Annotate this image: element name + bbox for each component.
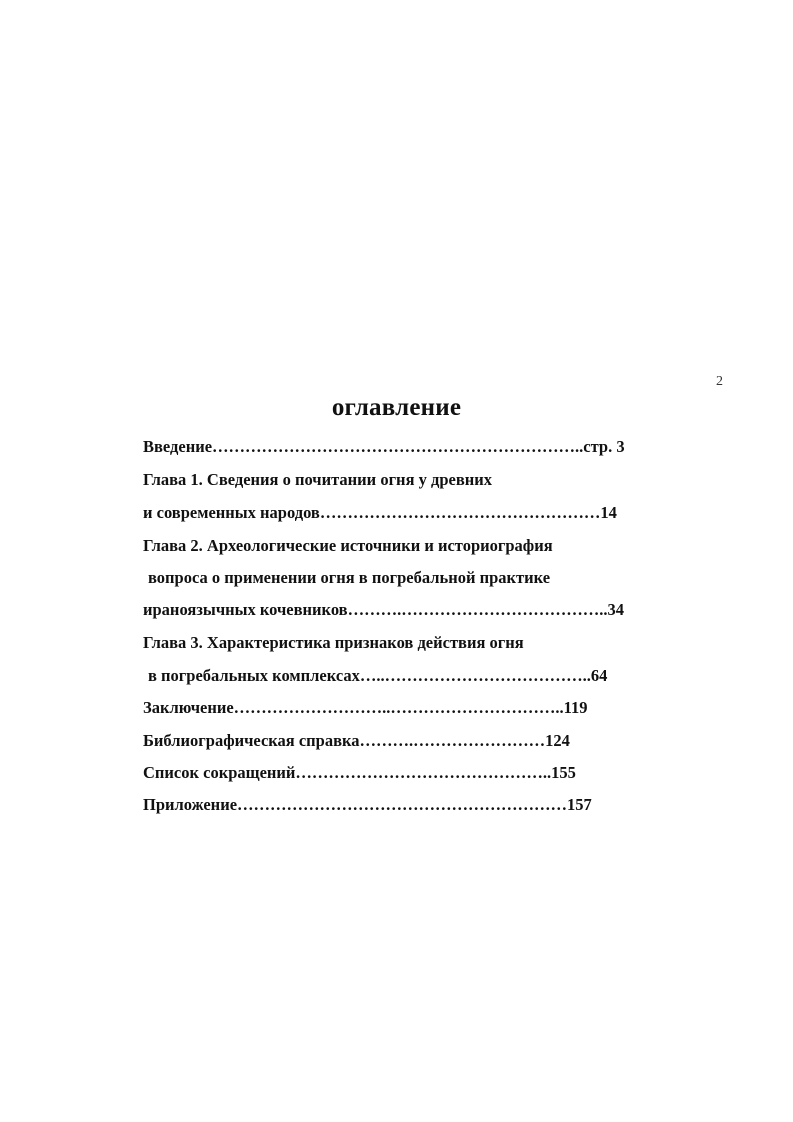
toc-entry-chapter-3-line-2: в погребальных комплексах…..………………………………..64 bbox=[148, 666, 608, 685]
toc-entry-introduction: Введение…………………………………………………………..стр. 3 bbox=[143, 437, 625, 456]
toc-entry-chapter-1-line-2: и современных народов……………………………………………14 bbox=[143, 503, 617, 522]
toc-title: оглавление bbox=[331, 394, 462, 421]
toc-entry-chapter-1-line-1: Глава 1. Сведения о почитании огня у древних bbox=[143, 470, 493, 489]
toc-entry-chapter-2-line-1: Глава 2. Археологические источники и историография bbox=[143, 536, 553, 555]
toc-entry-appendix: Приложение……………………………………………………157 bbox=[143, 795, 592, 814]
toc-entry-chapter-2-line-3: ираноязычных кочевников……….………………………………..34 bbox=[143, 600, 624, 619]
toc-entry-bibliography: Библиографическая справка……….……………………124 bbox=[143, 731, 570, 750]
page-number: 2 bbox=[716, 374, 723, 389]
toc-entry-conclusion: Заключение………………………..…………………………..119 bbox=[143, 698, 588, 717]
toc-entry-abbreviations: Список сокращений………………………………………..155 bbox=[143, 763, 576, 782]
toc-entry-chapter-3-line-1: Глава 3. Характеристика признаков действия огня bbox=[143, 633, 524, 652]
toc-entry-chapter-2-line-2: вопроса о применении огня в погребальной практике bbox=[148, 568, 551, 587]
